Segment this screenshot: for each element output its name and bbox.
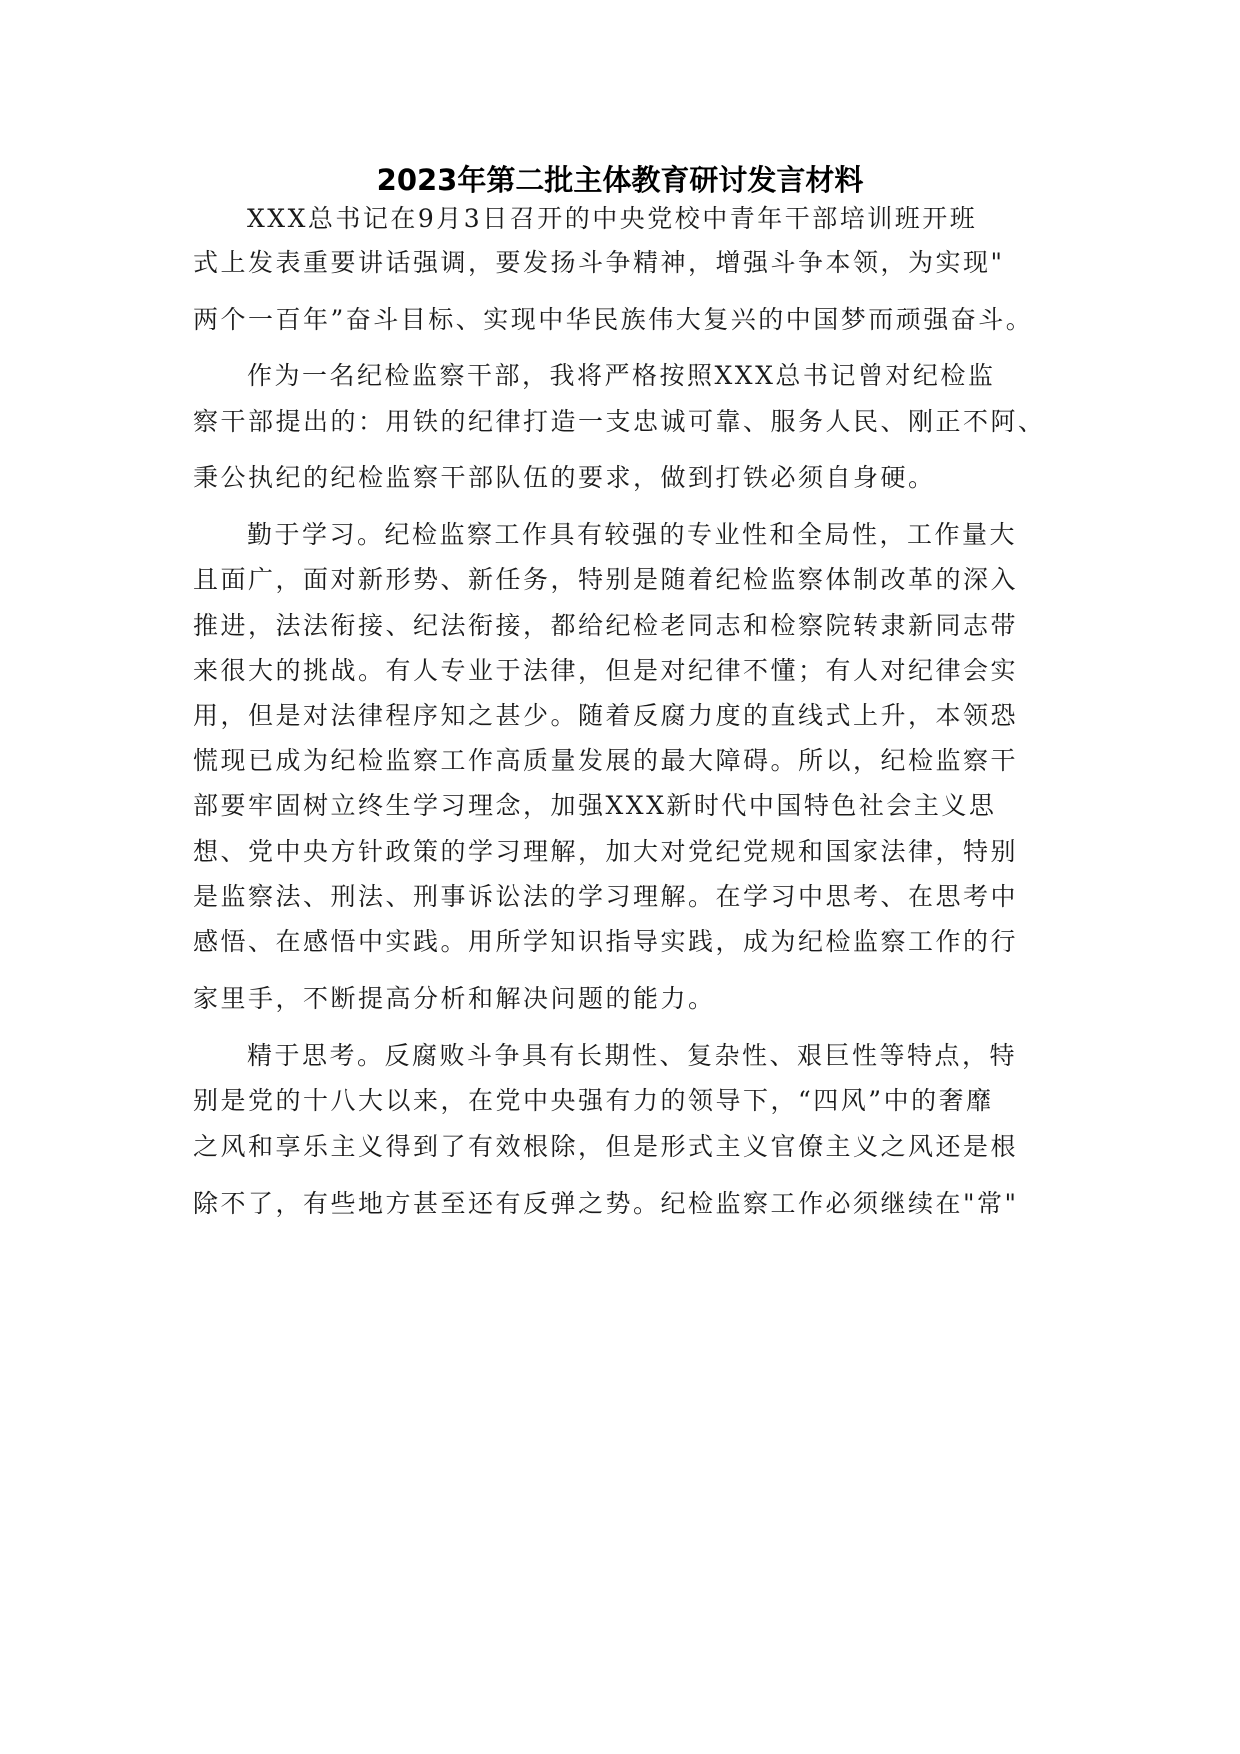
paragraph-line: 精于思考。反腐败斗争具有长期性、复杂性、艰巨性等特点，特 [247,1041,1018,1070]
paragraph-line: 家里手，不断提高分析和解决问题的能力。 [193,984,716,1013]
paragraph-line: XXX总书记在9月3日召开的中央党校中青年干部培训班开班 [247,204,978,233]
paragraph-line: 除不了，有些地方甚至还有反弹之势。纪检监察工作必须继续在"常" [193,1189,1019,1218]
paragraph-line: 想、党中央方针政策的学习理解，加大对党纪党规和国家法律，特别 [193,837,1019,866]
paragraph-line: 用，但是对法律程序知之甚少。随着反腐力度的直线式上升，本领恐 [193,701,1019,730]
paragraph-line: 是监察法、刑法、刑事诉讼法的学习理解。在学习中思考、在思考中 [193,882,1019,911]
paragraph-line: 感悟、在感悟中实践。用所学知识指导实践，成为纪检监察工作的行 [193,927,1019,956]
paragraph-line: 推进，法法衔接、纪法衔接，都给纪检老同志和检察院转隶新同志带 [193,611,1019,640]
paragraph-line: 秉公执纪的纪检监察干部队伍的要求，做到打铁必须自身硬。 [193,463,936,492]
paragraph-line: 勤于学习。纪检监察工作具有较强的专业性和全局性，工作量大 [247,520,1018,549]
paragraph-line: 之风和享乐主义得到了有效根除，但是形式主义官僚主义之风还是根 [193,1132,1019,1161]
paragraph-line: 两个一百年”奋斗目标、实现中华民族伟大复兴的中国梦而顽强奋斗。 [193,305,1034,334]
paragraph-line: 部要牢固树立终生学习理念，加强XXX新时代中国特色社会主义思 [193,791,997,820]
paragraph-line: 来很大的挑战。有人专业于法律，但是对纪律不懂；有人对纪律会实 [193,656,1019,685]
paragraph-line: 作为一名纪检监察干部，我将严格按照XXX总书记曾对纪检监 [247,361,996,390]
paragraph-line: 慌现已成为纪检监察工作高质量发展的最大障碍。所以，纪检监察干 [193,746,1019,775]
paragraph-line: 别是党的十八大以来，在党中央强有力的领导下，“四风”中的奢靡 [193,1086,994,1115]
document-title: 2023年第二批主体教育研讨发言材料 [376,163,864,197]
paragraph-line: 且面广，面对新形势、新任务，特别是随着纪检监察体制改革的深入 [193,565,1019,594]
paragraph-line: 式上发表重要讲话强调，要发扬斗争精神，增强斗争本领，为实现" [193,248,1005,277]
paragraph-line: 察干部提出的：用铁的纪律打造一支忠诚可靠、服务人民、刚正不阿、 [193,407,1046,436]
